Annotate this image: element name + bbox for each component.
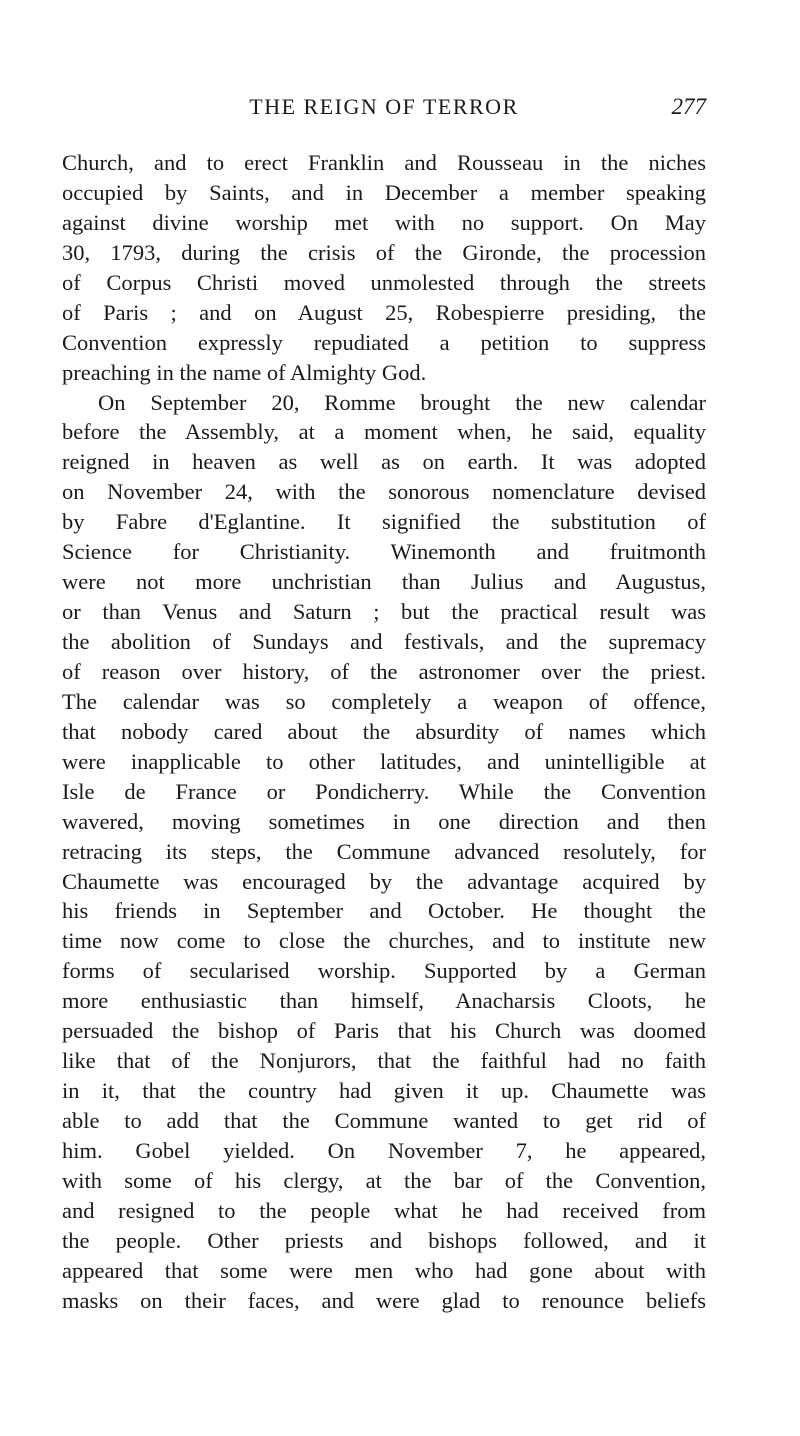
- text-line: Church, and to erect Franklin and Rousseau in the niches: [62, 150, 706, 175]
- text-line: with some of his clergy, at the bar of the Convention,: [62, 1167, 706, 1193]
- text-line: wavered, moving sometimes in one direction and then: [62, 808, 706, 834]
- text-line: by Fabre d'Eglantine. It signified the substitution of: [62, 509, 706, 535]
- text-line: able to add that the Commune wanted to get rid of: [62, 1108, 706, 1133]
- text-line: the people. Other priests and bishops followed, and it: [62, 1227, 706, 1253]
- text-line: Science for Christianity. Winemonth and fruitmonth: [62, 539, 706, 565]
- text-line: against divine worship met with no support. On May: [62, 209, 706, 235]
- text-line: in it, that the country had given it up. Chaumette was: [62, 1078, 706, 1104]
- text-line: the abolition of Sundays and festivals, and the supremacy: [62, 629, 706, 654]
- running-title: THE REIGN OF TERROR: [249, 94, 519, 119]
- text-line: were inapplicable to other latitudes, and unintelligible at: [62, 748, 706, 774]
- text-line: reigned in heaven as well as on earth. It was adopted: [62, 449, 706, 475]
- text-line: masks on their faces, and were glad to renounce beliefs: [62, 1287, 706, 1313]
- text-line: preaching in the name of Almighty God.: [62, 359, 427, 385]
- text-line: Isle de France or Pondicherry. While the Convention: [62, 778, 706, 804]
- text-line: Chaumette was encouraged by the advantage acquired by: [62, 868, 706, 894]
- text-line: forms of secularised worship. Supported by a German: [62, 958, 706, 984]
- text-line: occupied by Saints, and in December a member speaking: [62, 179, 706, 205]
- text-line: like that of the Nonjurors, that the faithful had no faith: [62, 1048, 706, 1074]
- text-line: Convention expressly repudiated a petition to suppress: [62, 329, 706, 355]
- page-header: [62, 94, 706, 126]
- text-line: of reason over history, of the astronomer over the priest.: [62, 658, 706, 684]
- text-line: were not more unchristian than Julius and Augustus,: [62, 569, 706, 595]
- text-line: of Paris ; and on August 25, Robespierre presiding, the: [62, 299, 706, 325]
- text-line: persuaded the bishop of Paris that his Church was doomed: [62, 1018, 706, 1044]
- text-line: on November 24, with the sonorous nomenclature devised: [62, 479, 706, 505]
- text-line: The calendar was so completely a weapon of offence,: [62, 688, 706, 714]
- body-text: [62, 148, 706, 1316]
- text-line: him. Gobel yielded. On November 7, he appeared,: [62, 1137, 706, 1163]
- text-line: more enthusiastic than himself, Anacharsis Cloots, he: [62, 988, 706, 1014]
- text-line: 30, 1793, during the crisis of the Gironde, the procession: [62, 239, 706, 265]
- text-line: retracing its steps, the Commune advanced resolutely, for: [62, 838, 706, 864]
- text-line: On September 20, Romme brought the new calendar: [98, 389, 706, 415]
- text-line: his friends in September and October. He thought the: [62, 898, 706, 924]
- text-line: that nobody cared about the absurdity of names which: [62, 718, 706, 744]
- text-line: appeared that some were men who had gone about with: [62, 1257, 706, 1283]
- text-line: or than Venus and Saturn ; but the practical result was: [62, 599, 706, 625]
- text-line: and resigned to the people what he had received from: [62, 1197, 706, 1223]
- text-line: of Corpus Christi moved unmolested through the streets: [62, 269, 706, 295]
- page-number: 277: [671, 94, 706, 119]
- text-line: before the Assembly, at a moment when, he said, equality: [62, 419, 706, 445]
- text-line: time now come to close the churches, and to institute new: [62, 928, 706, 954]
